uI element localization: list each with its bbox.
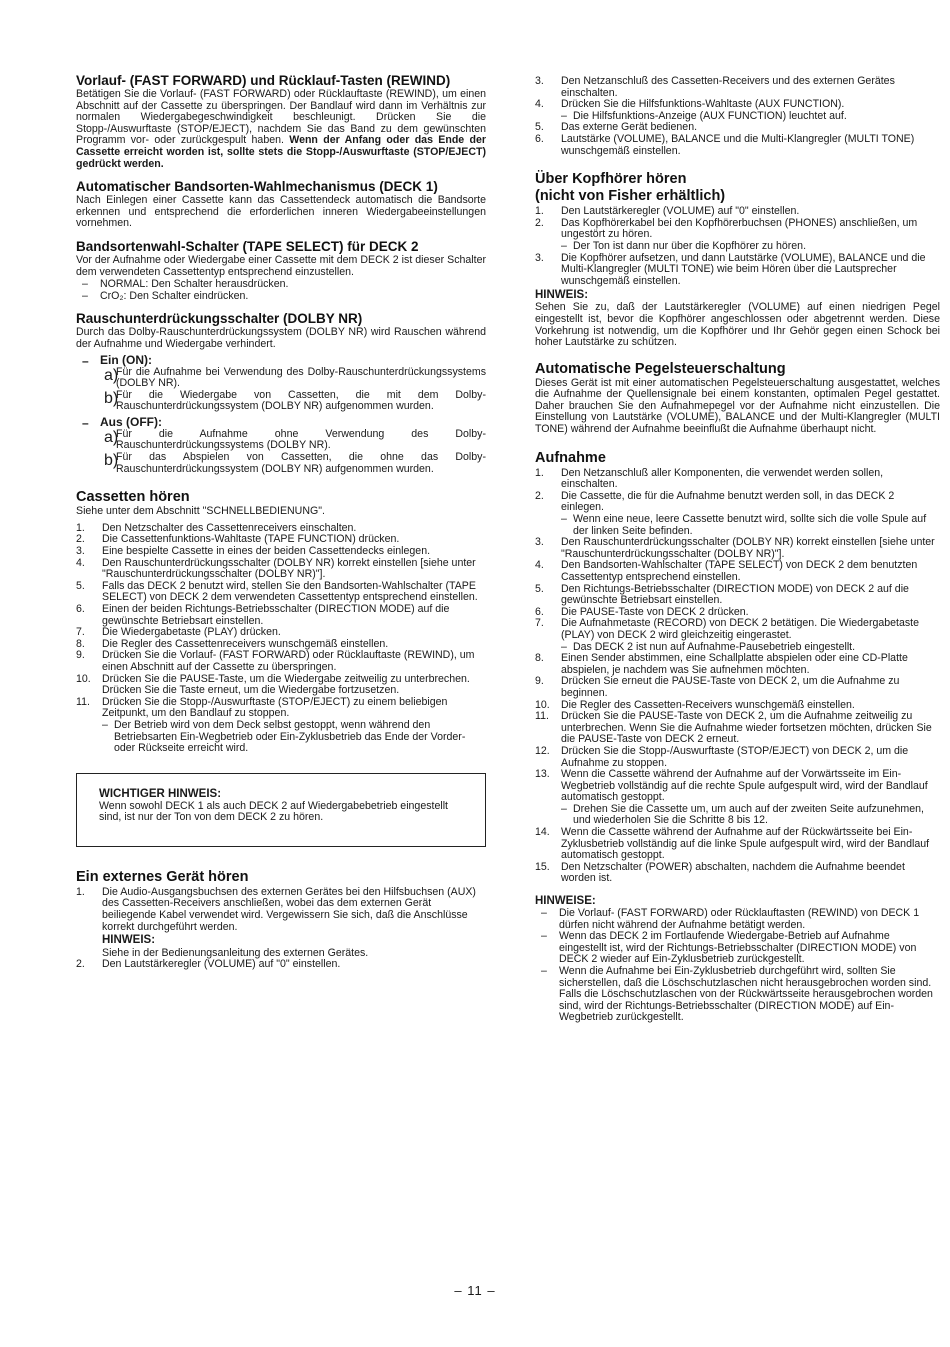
- list-item: – Wenn die Aufnahme bei Ein-Zyklusbetrieb durchgeführt wird, sollten Sie sicherstellen, daß die Löschschutzlaschen nicht herausgebrochen worden sind. Falls die Löschschutzlaschen von der Rückwärtsseite herausgebrochen worden sind, wird der Richtungs-Betriebsschalter (DIRECTION MODE) auf Ein-Wegbetrieb zurückgestellt.: [541, 965, 933, 1024]
- important-note-box: [76, 773, 486, 847]
- dolby-on-option: – Ein (ON): a) Für die Aufnahme bei Verwendung des Dolby-Rauschunterdrückungssystems (DOLBY NR). b) Für die Wiedergabe von Cassetten, die mit dem Dolby-Rauschunterdrückungssystem (DOLBY NR) aufgenommen wurden.: [82, 352, 486, 413]
- tape-select-list: [76, 279, 486, 302]
- list-item: 7. Die Wiedergabetaste (PLAY) drücken.: [76, 626, 281, 639]
- list-item: 10. Die Regler des Cassetten-Receivers wunschgemäß einstellen.: [535, 698, 855, 711]
- list-item: 3. Den Netzanschluß des Cassetten-Receivers und des externen Gerätes einschalten.: [535, 75, 895, 99]
- section-intro: Siehe unter dem Abschnitt "SCHNELLBEDIENUNG".: [76, 505, 325, 518]
- list-item: 1. Die Audio-Ausgangsbuchsen des externen Gerätes bei den Hilfsbuchsen (AUX) des Cassetten-Receivers anschließen, wobei das dem externen Gerät beiliegende Kabel verwendet wird. Vergewissern Sie sich, daß die Anschlüsse korrekt durchgeführt werden. HINWEIS: Siehe in der Bedienungsanleitung des externen Gerätes.: [76, 885, 476, 959]
- list-item: 4. Den Rauschunterdrückungsschalter (DOLBY NR) korrekt einstellen [siehe unter "Rauschunterdrückungsschalter (DOLBY NR)"].: [76, 556, 476, 581]
- section-headphones: [535, 171, 940, 349]
- note-text: Wenn sowohl DECK 1 als auch DECK 2 auf Wiedergabebetrieb eingestellt sind, ist nur der Ton von dem DECK 2 zu hören.: [99, 799, 448, 824]
- list-item: 11. Drücken Sie die PAUSE-Taste von DECK 2, um die Aufnahme zeitweilig zu unterbrechen. Wenn Sie die Aufnahme wieder fortsetzen möchten, drücken Sie die PAUSE-Taste von DECK 2 erneut.: [535, 710, 932, 746]
- list-item: 9. Drücken Sie erneut die PAUSE-Taste von DECK 2, um die Aufnahme zu beginnen.: [535, 675, 900, 699]
- section-title: Aufnahme: [535, 449, 606, 466]
- list-item: – Wenn das DECK 2 im Fortlaufende Wiedergabe-Betrieb auf Aufnahme eingestellt ist, wird der Richtungs-Betriebsschalter (DIRECTION MODE) von DECK 2 wieder auf Ein-Zyklusbetrieb zurückgestellt.: [541, 930, 917, 966]
- hint-title: HINWEIS:: [535, 289, 589, 302]
- section-tape-select: [76, 240, 486, 302]
- section-text: Vor der Aufnahme oder Wiedergabe einer Cassette mit dem DECK 2 ist dieser Schalter dem verwendeten Cassettentyp entsprechend einzustellen.: [76, 253, 486, 278]
- left-column: [76, 74, 486, 981]
- section-title: Cassetten hören: [76, 489, 190, 506]
- list-item: 5. Falls das DECK 2 benutzt wird, stellen Sie den Bandsorten-Wahlschalter (TAPE SELECT) von DECK 2 dem verwendeten Cassettentyp entsprechend einstellen.: [76, 579, 478, 604]
- section-dolby: [76, 312, 486, 475]
- list-item: 10. Drücken Sie die PAUSE-Taste, um die Wiedergabe zeitweilig zu unterbrechen. Drücken Sie die Taste erneut, um die Wiedergabe fortzusetzen.: [76, 672, 470, 697]
- list-item: 1. Den Netzanschluß aller Komponenten, die verwendet werden sollen, einschalten.: [535, 466, 884, 491]
- section-text: Betätigen Sie die Vorlauf- (FAST FORWARD) oder Rücklauftaste (REWIND), um einen Abschnitt auf der Cassette zu überspringen. Der Bandlauf wird dann im Verhältnis zur normalen Wiedergabegeschwindigkeit beschleunigt. Drücken Sie die Stopp-/Auswurftaste (STOP/EJECT), nachdem Sie das Band zu dem gewünschten Programm vor- oder zurückgespult haben. Wenn der Anfang oder das Ende der Cassette erreicht worden ist, sollte stets die Stopp-/Auswurftaste (STOP/EJECT) gedrückt werden.: [76, 88, 486, 170]
- section-recording: [535, 450, 940, 885]
- list-item: 13. Wenn die Cassette während der Aufnahme auf der Vorwärtsseite im Ein-Wegbetrieb vollständig auf die rechte Spule aufgespult wird, wird der Bandlauf automatisch gestoppt. – Drehen Sie die Cassette um, um auch auf der zweiten Seite aufzunehmen, und wiederholen Sie die Schritte 8 bis 12.: [535, 769, 940, 827]
- list-item: 8. Die Regler des Cassettenreceivers wunschgemäß einstellen.: [76, 637, 389, 650]
- list-item: 2. Die Cassette, die für die Aufnahme benutzt werden soll, in das DECK 2 einlegen. – Wenn eine neue, leere Cassette benutzt wird, sollte sich die volle Spule auf der linken Seite befinden.: [535, 491, 940, 537]
- section-fast-forward: [76, 74, 486, 170]
- page-number: – 11 –: [454, 1283, 496, 1298]
- section-title: Vorlauf- (FAST FORWARD) und Rücklauf-Tasten (REWIND): [76, 73, 451, 88]
- list-item: 6. Die PAUSE-Taste von DECK 2 drücken.: [535, 605, 749, 618]
- list-item: 1. Den Netzschalter des Cassettenreceivers einschalten.: [76, 521, 357, 534]
- hints-list: [535, 908, 940, 1024]
- list-item: – CrO₂: Den Schalter eindrücken.: [82, 289, 249, 302]
- section-text: Dieses Gerät ist mit einer automatischen Pegelsteuerschaltung ausgestattet, welches die Aufnahme der Quellensignale bei einem konstanten, optimalen Pegel gestattet. Daher brauchen Sie den Aufnahmepegel vor der Aufnahme nicht einzustellen. Die Einstellung von Lautstärke (VOLUME), BALANCE und der Multi-Klangregler (MULTI TONE) während der Aufnahme beeinflußt die Aufnahme überhaupt nicht.: [535, 376, 940, 436]
- section-listen-cassettes: [76, 489, 486, 754]
- dolby-off-option: – Aus (OFF): a) Für die Aufnahme ohne Verwendung des Dolby-Rauschunterdrückungssystems (DOLBY NR). b) Für das Abspielen von Cassetten, die ohne das Dolby-Rauschunterdrückungssystem (DOLBY NR) aufgenommen wurden.: [82, 414, 486, 475]
- list-item: 11. Drücken Sie die Stopp-/Auswurftaste (STOP/EJECT) zu einem beliebigen Zeitpunkt, um den Bandlauf zu stoppen. – Der Betrieb wird von dem Deck selbst gestoppt, wenn während den Betriebsarten Ein-Wegbetrieb oder Ein-Zyklusbetrieb das Ende der Vorder- oder Rückseite erreicht wird.: [76, 697, 486, 755]
- section-text: Durch das Dolby-Rauschunterdrückungssystem (DOLBY NR) wird Rauschen während der Aufnahme und Wiedergabe verhindert.: [76, 326, 486, 350]
- external-steps: [76, 887, 486, 971]
- list-item: 14. Wenn die Cassette während der Aufnahme auf der Rückwärtsseite bei Ein-Zyklusbetrieb vollständig auf die linke Spule aufgespult wird, wird der Bandlauf automatisch gestoppt.: [535, 826, 930, 862]
- list-item: 4. Den Bandsorten-Wahlschalter (TAPE SELECT) von DECK 2 dem benutzten Cassettentyp entsprechend einstellen.: [535, 559, 918, 583]
- list-item: – Die Vorlauf- (FAST FORWARD) oder Rücklauftasten (REWIND) von DECK 1 dürfen nicht während der Aufnahme betätigt werden.: [541, 907, 920, 931]
- section-title: Rauschunterdrückungsschalter (DOLBY NR): [76, 311, 363, 327]
- list-item: 5. Das externe Gerät bedienen.: [535, 121, 698, 134]
- section-hints: [535, 895, 940, 1024]
- list-item: 3. Eine bespielte Cassette in eines der beiden Cassettendecks einlegen.: [76, 545, 431, 558]
- list-item: – NORMAL: Den Schalter herausdrücken.: [82, 278, 289, 291]
- section-title: Über Kopfhörer hören: [535, 171, 687, 188]
- note-title: WICHTIGER HINWEIS:: [99, 787, 222, 800]
- list-item: 12. Drücken Sie die Stopp-/Auswurftaste (STOP/EJECT) von DECK 2, um die Aufnahme zu stoppen.: [535, 744, 909, 769]
- section-level-control: [535, 361, 940, 436]
- section-title: Automatische Pegelsteuerschaltung: [535, 360, 786, 377]
- section-external-continued: [535, 76, 940, 157]
- list-item: 4. Drücken Sie die Hilfsfunktions-Wahltaste (AUX FUNCTION). – Die Hilfsfunktions-Anzeige (AUX FUNCTION) leuchtet auf.: [535, 99, 940, 122]
- list-item: 8. Einen Sender abstimmen, eine Schallplatte abspielen oder eine CD-Platte abspielen, je nachdem was Sie aufnehmen möchten.: [535, 652, 908, 676]
- section-auto-tape: [76, 180, 486, 230]
- list-item: 1. Den Lautstärkeregler (VOLUME) auf "0" einstellen.: [535, 205, 800, 218]
- list-item: 2. Die Cassettenfunktions-Wahltaste (TAPE FUNCTION) drücken.: [76, 533, 400, 546]
- list-item: 3. Den Rauschunterdrückungsschalter (DOLBY NR) korrekt einstellen [siehe unter "Rauschunterdrückungsschalter (DOLBY NR)"].: [535, 536, 935, 560]
- hint-text: Sehen Sie zu, daß der Lautstärkeregler (VOLUME) auf einen niedrigen Pegel eingestellt ist, bevor die Kopfhörer angeschlossen oder abgetrennt werden. Diese Vorkehrung ist notwendig, um die Kopfhörer und Ihr Gehör gegen einen Schock bei hoher Lautstärke zu schützen.: [535, 301, 940, 349]
- section-external-device: [76, 869, 486, 971]
- list-item: 9. Drücken Sie die Vorlauf- (FAST FORWARD) oder Rücklauftaste (REWIND), um einen Abschnitt auf der Cassette zu überspringen.: [76, 649, 475, 673]
- section-title: Bandsortenwahl-Schalter (TAPE SELECT) für DECK 2: [76, 238, 419, 254]
- section-title: Ein externes Gerät hören: [76, 868, 249, 885]
- list-item: 3. Die Kopfhörer aufsetzen, und dann Lautstärke (VOLUME), BALANCE und die Multi-Klangregler (MULTI TONE) wie beim Hören über die Lautsprecher wunschgemäß einstellen.: [535, 251, 926, 287]
- list-item: 6. Lautstärke (VOLUME), BALANCE und die Multi-Klangregler (MULTI TONE) wunschgemäß einstellen.: [535, 132, 915, 157]
- external-steps-continued: [535, 76, 940, 157]
- list-item: 2. Den Lautstärkeregler (VOLUME) auf "0" einstellen.: [76, 958, 341, 971]
- list-item: 7. Die Aufnahmetaste (RECORD) von DECK 2 betätigen. Die Wiedergabetaste (PLAY) von DECK 2 wird gleichzeitig eingerastet. – Das DECK 2 ist nun auf Aufnahme-Pausebetrieb eingestellt.: [535, 618, 940, 653]
- list-item: 15. Den Netzschalter (POWER) abschalten, nachdem die Aufnahme beendet worden ist.: [535, 860, 905, 885]
- section-subtitle: (nicht von Fisher erhältlich): [535, 188, 726, 205]
- section-text: Nach Einlegen einer Cassette kann das Cassettendeck automatisch die Bandsorte erkennen und entsprechend die erforderlichen inneren Wiedergabeeinstellungen vornehmen.: [76, 194, 486, 230]
- recording-steps: [535, 468, 940, 885]
- list-item: 5. Den Richtungs-Betriebsschalter (DIRECTION MODE) von DECK 2 auf die gewünschte Betriebsart einstellen.: [535, 582, 909, 607]
- listen-steps: [76, 523, 486, 755]
- list-item: 6. Einen der beiden Richtungs-Betriebsschalter (DIRECTION MODE) auf die gewünschte Betriebsart einstellen.: [76, 603, 450, 627]
- section-title: Automatischer Bandsorten-Wahlmechanismus (DECK 1): [76, 179, 438, 195]
- hints-title: HINWEISE:: [535, 895, 596, 908]
- list-item: 2. Das Kopfhörerkabel bei den Kopfhörerbuchsen (PHONES) anschließen, um ungestört zu hören. – Der Ton ist dann nur über die Kopfhörer zu hören.: [535, 218, 940, 253]
- headphone-steps: [535, 206, 940, 287]
- right-column: [535, 76, 940, 1034]
